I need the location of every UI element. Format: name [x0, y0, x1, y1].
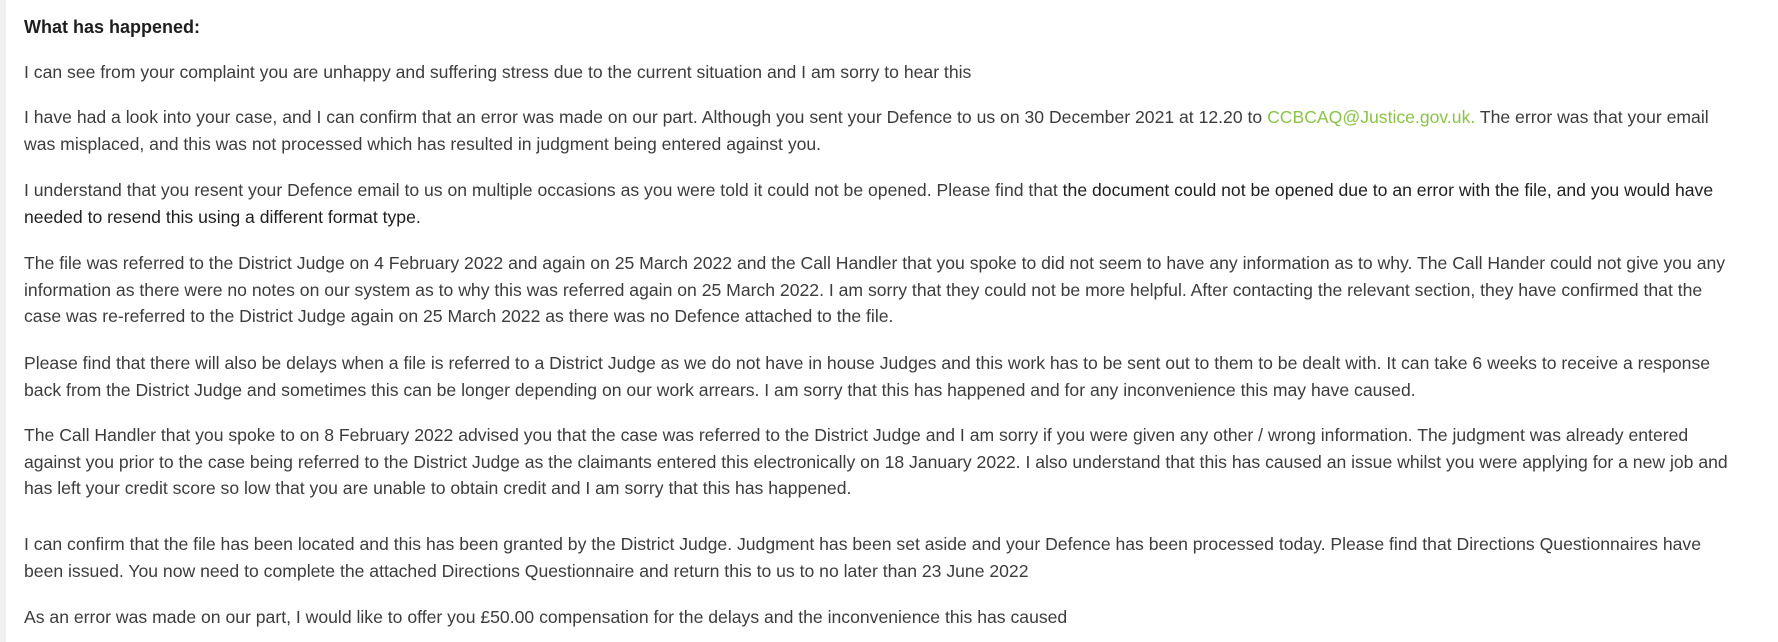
paragraph-line: case was re-referred to the District Judge again on 25 March 2022 as there was no Defence attached to the file. [24, 306, 894, 326]
left-margin-rule [0, 0, 6, 642]
paragraph-line: needed to resend this using a different format type. [24, 206, 421, 227]
paragraph-line: As an error was made on our part, I would like to offer you £50.00 compensation for the delays and the inconvenience this has caused [24, 607, 1068, 627]
paragraph-line: against you prior to the case being referred to the District Judge as the claimants entered this electronically on 18 January 2022. I also understand that this has caused an issue whilst you were applying for a new job and [24, 451, 1728, 472]
paragraph-line: was misplaced, and this was not processed which has resulted in judgment being entered against you. [24, 133, 822, 154]
paragraph-resent-defence [24, 177, 1713, 230]
paragraph-line: has left your credit score so low that you are unable to obtain credit and I am sorry that this has happened. [24, 478, 852, 498]
paragraph-compensation [24, 604, 1067, 631]
paragraph-complaint-acknowledgement [24, 59, 971, 86]
paragraph-line: Please find that there will also be delays when a file is referred to a District Judge as we do not have in house Judges and this work has to be sent out to them to be dealt with. It can take 6 weeks to receive a response [24, 353, 1711, 373]
paragraph-line: The file was referred to the District Judge on 4 February 2022 and again on 25 March 2022 and the Call Handler that you spoke to did not seem to have any information as to why. The Call Hander could not give you any [24, 253, 1726, 273]
paragraph-line [24, 177, 1713, 204]
paragraph-line: information as there were no notes on our system as to why this was referred again on 25 March 2022. I am sorry that they could not be more helpful. After contacting the relevant section, they have confirmed that the [24, 279, 1703, 300]
text-segment: I understand that you resent your Defence email to us on multiple occasions as you were told it could not be opened. Please find that [24, 180, 1063, 200]
paragraph-line: been issued. You now need to complete the attached Directions Questionnaire and return this to us to no later than 23 June 2022 [24, 560, 1029, 581]
text-segment: The error was that your email [1475, 107, 1709, 127]
paragraph-line [24, 104, 1709, 131]
paragraph-call-handler [24, 422, 1728, 502]
email-link[interactable]: CCBCAQ@Justice.gov.uk. [1267, 107, 1476, 127]
paragraph-line: I can confirm that the file has been located and this has been granted by the District Judge. Judgment has been set aside and your Defence has been processed today. Please find that Directions Questionnaires have [24, 534, 1701, 554]
paragraph-line: The Call Handler that you spoke to on 8 February 2022 advised you that the case was referred to the District Judge and I am sorry if you were given any other / wrong information. The judgment was already entered [24, 425, 1689, 445]
text-segment: I have had a look into your case, and I can confirm that an error was made on our part. Although you sent your Defence to us on 30 December 2021 at 12.20 to [24, 107, 1268, 127]
paragraph-district-judge-referral [24, 250, 1725, 330]
paragraph-delays [24, 350, 1710, 403]
section-heading: What has happened: [24, 17, 201, 37]
text-segment-emphasis: the document could not be opened due to an error with the file, and you would have [1062, 180, 1714, 200]
paragraph-judgment-set-aside [24, 531, 1701, 584]
paragraph-error-confirmation [24, 104, 1709, 157]
paragraph-line: I can see from your complaint you are unhappy and suffering stress due to the current situation and I am sorry to hear this [24, 62, 972, 82]
paragraph-line: back from the District Judge and sometimes this can be longer depending on our work arrears. I am sorry that this has happened and for any inconvenience this may have caused. [24, 379, 1416, 400]
